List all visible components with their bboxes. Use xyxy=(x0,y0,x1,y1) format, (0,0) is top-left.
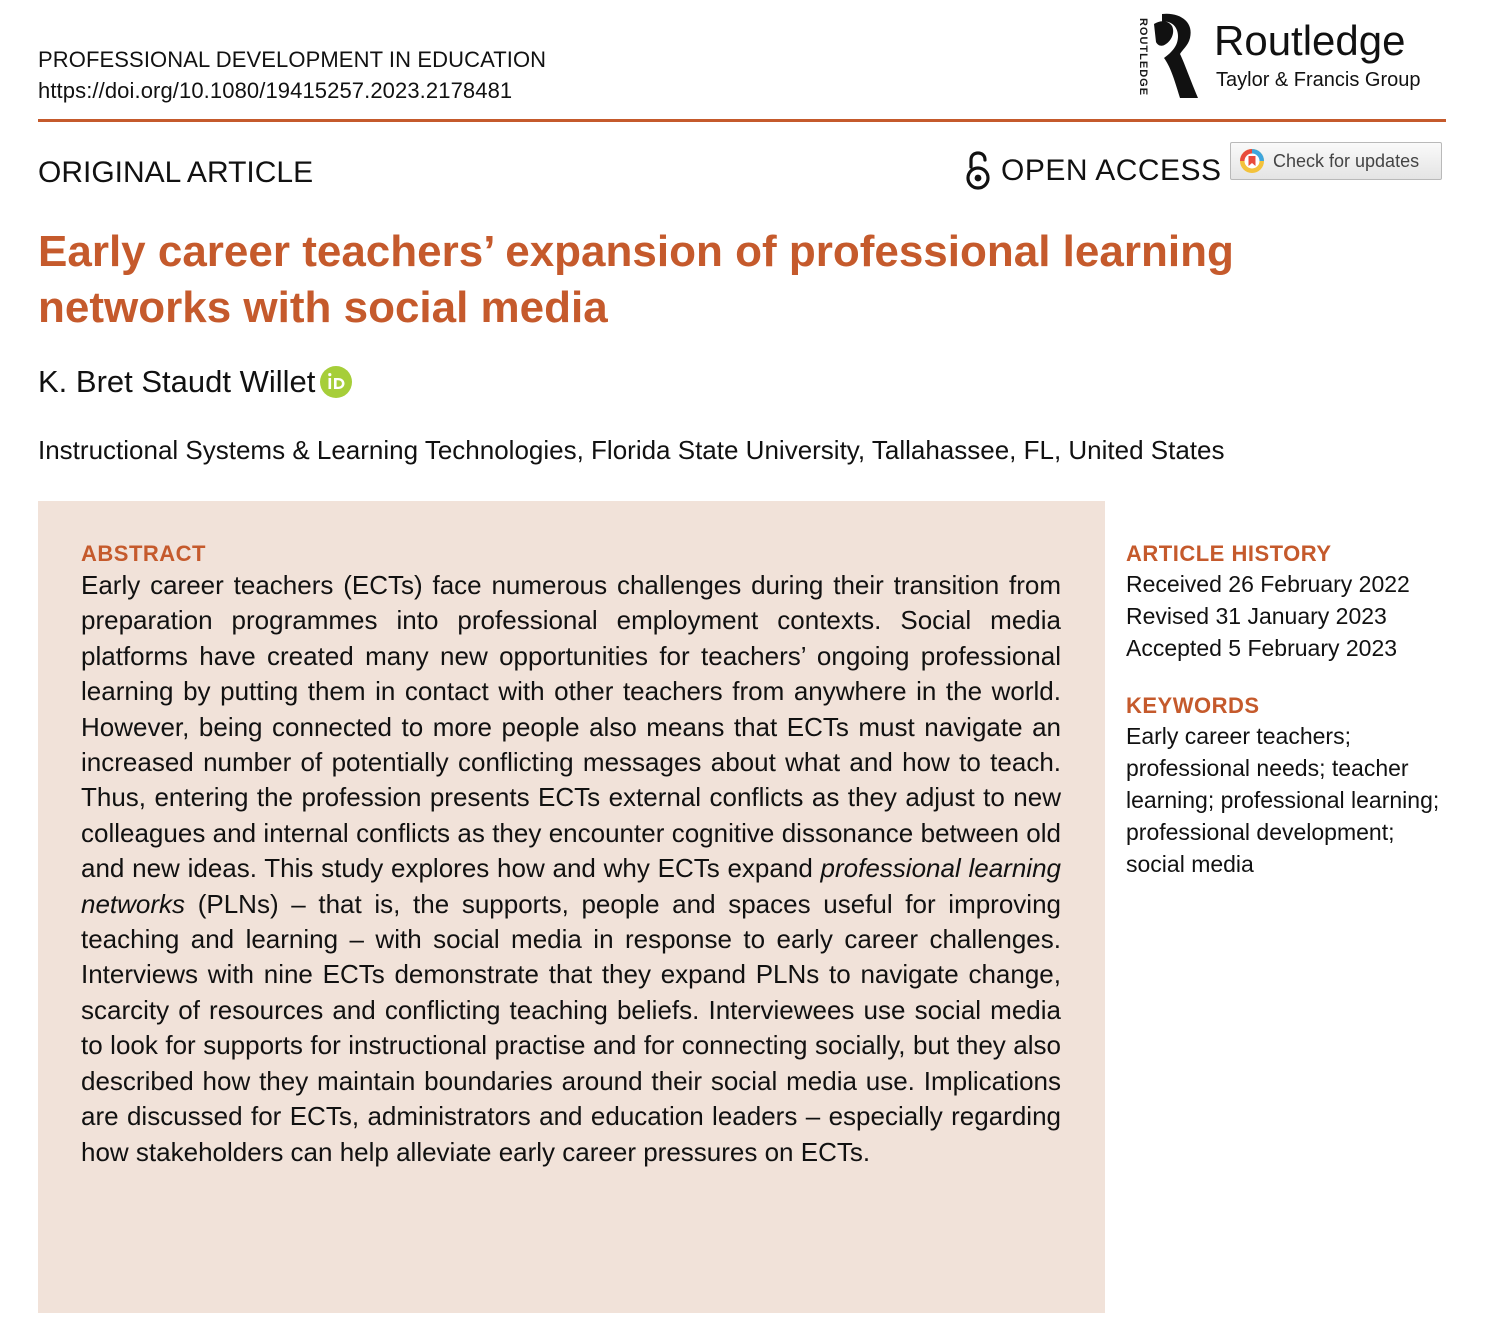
check-for-updates-label: Check for updates xyxy=(1273,150,1420,171)
header-divider xyxy=(38,119,1446,122)
received-date: Received 26 February 2022 xyxy=(1126,571,1410,597)
publisher-group: Taylor & Francis Group xyxy=(1216,69,1421,91)
abstract-panel xyxy=(38,501,1105,1313)
keywords-section xyxy=(1126,692,1456,880)
routledge-head-icon xyxy=(1150,12,1200,100)
abstract-heading: ABSTRACT xyxy=(81,541,206,566)
journal-name: PROFESSIONAL DEVELOPMENT IN EDUCATION xyxy=(38,47,547,72)
orcid-icon[interactable] xyxy=(319,365,353,399)
article-title: Early career teachers’ expansion of professional learning networks with social media xyxy=(38,227,1234,332)
crossmark-icon xyxy=(1239,148,1265,174)
author-name[interactable]: K. Bret Staudt Willet xyxy=(38,364,316,399)
author-affiliation: Instructional Systems & Learning Technologies, Florida State University, Tallahassee, FL, United States xyxy=(38,435,1225,465)
open-access-indicator xyxy=(965,150,1222,192)
accepted-date: Accepted 5 February 2023 xyxy=(1126,635,1398,661)
open-lock-icon xyxy=(965,151,991,191)
revised-date: Revised 31 January 2023 xyxy=(1126,603,1387,629)
article-history-heading: ARTICLE HISTORY xyxy=(1126,541,1332,566)
check-for-updates-button[interactable] xyxy=(1230,142,1442,180)
publisher-vertical-wordmark: ROUTLEDGE xyxy=(1137,17,1149,97)
doi-link[interactable]: https://doi.org/10.1080/19415257.2023.2178481 xyxy=(38,78,513,103)
article-type: ORIGINAL ARTICLE xyxy=(38,156,314,189)
abstract-italic-term: professional learning networks xyxy=(81,853,1061,919)
author-line xyxy=(38,362,353,402)
keywords-list: Early career teachers; professional needs; teacher learning; professional learning; professional development; social media xyxy=(1126,723,1440,877)
article-history xyxy=(1126,540,1456,664)
journal-info xyxy=(38,44,546,106)
abstract-text: Early career teachers (ECTs) face numerous challenges during their transition from preparation programmes into professional employment contexts. Social media platforms have created many new opportunities for teachers’ ongoing professional learning by putting them in contact with other teachers from anywhere in the world. However, being connected to more people also means that ECTs must navigate an increased number of potentially conflicting messages about what and how to teach. Thus, entering the profession presents ECTs external conflicts as they adjust to new colleagues and internal conflicts as they encounter cognitive dissonance between old and new ideas. This study explores how and why ECTs expand professional learning networks (PLNs) – that is, the supports, people and spaces useful for improving teaching and learning – with social media in response to early career challenges. Interviews with nine ECTs demonstrate that they expand PLNs to navigate change, scarcity of resources and conflicting teaching beliefs. Interviewees use social media to look for supports for instructional practise and for connecting socially, but they also described how they maintain boundaries around their social media use. Implications are discussed for ECTs, administrators and education leaders – especially regarding how stakeholders can help alleviate early career pressures on ECTs. xyxy=(81,570,1061,1167)
publisher-name: Routledge xyxy=(1214,17,1406,64)
publisher-logo xyxy=(1136,12,1456,104)
keywords-heading: KEYWORDS xyxy=(1126,693,1260,718)
open-access-label: OPEN ACCESS xyxy=(1001,154,1222,187)
